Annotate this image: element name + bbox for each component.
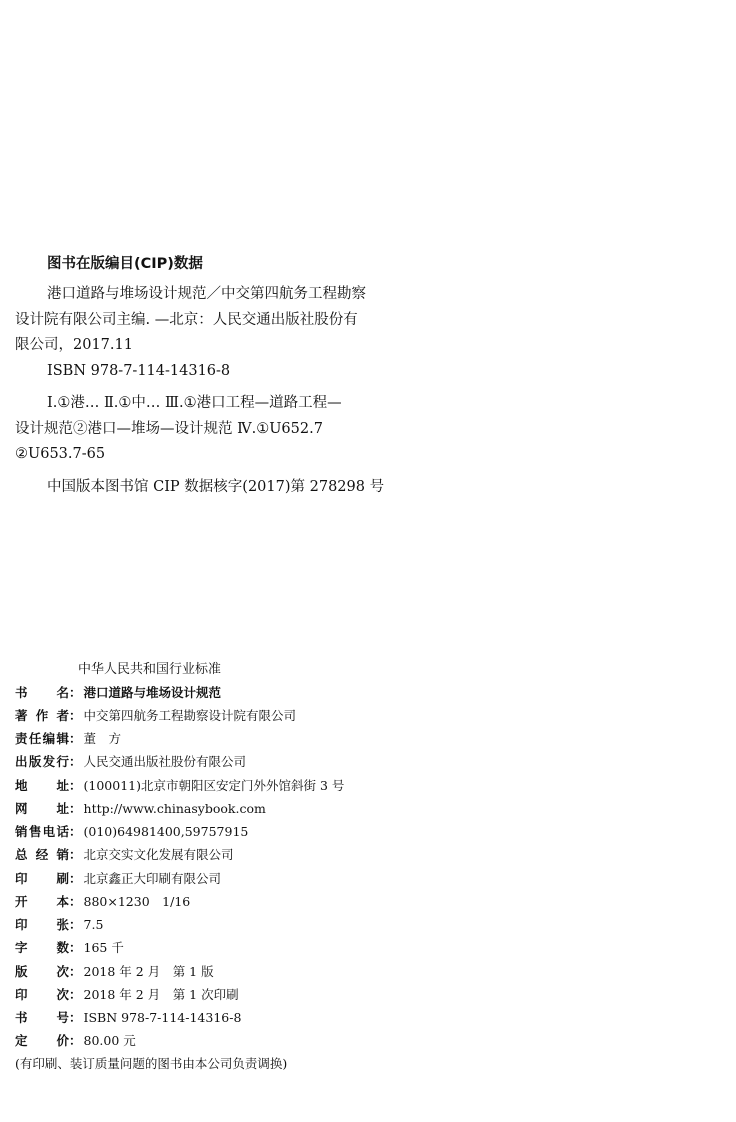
info-label: 印张 (15, 917, 69, 932)
info-row-format: 开本 ： 880×1230 1/16 (15, 894, 191, 909)
info-label: 印次 (15, 987, 69, 1002)
info-value: 2018 年 2 月 第 1 版 (83, 964, 214, 979)
info-value: 中交第四航务工程勘察设计院有限公司 (83, 708, 297, 723)
info-row-distributor: 总经销 ： 北京交实文化发展有限公司 (15, 847, 234, 862)
cip-title-line: 设计院有限公司主编. —北京：人民交通出版社股份有 (15, 312, 358, 328)
info-row-isbn: 书号 ： ISBN 978-7-114-14316-8 (15, 1009, 242, 1025)
info-value: (100011)北京市朝阳区安定门外外馆斜街 3 号 (83, 778, 345, 793)
info-value: 董 方 (83, 731, 122, 746)
cip-title-line: 港口道路与堆场设计规范／中交第四航务工程勘察 (47, 286, 366, 302)
info-label: 字数 (15, 940, 69, 955)
info-row-sheets: 印张 ： 7.5 (15, 916, 104, 932)
info-label: 书号 (15, 1010, 69, 1025)
info-row-editor: 责任编辑 ： 董 方 (15, 731, 122, 746)
info-value: 人民交通出版社股份有限公司 (83, 754, 247, 769)
info-label: 网址 (15, 801, 69, 816)
info-label: 印刷 (15, 871, 69, 886)
info-row-sales-phone: 销售电话 ： (010)64981400,59757915 (15, 823, 249, 839)
info-value: 165 千 (83, 940, 124, 955)
cip-subject-line: 设计规范②港口—堆场—设计规范 Ⅳ.①U652.7 (15, 421, 323, 437)
info-row-publisher: 出版发行 ： 人民交通出版社股份有限公司 (15, 754, 247, 769)
info-value: 80.00 元 (83, 1033, 136, 1048)
info-row-printing: 印次 ： 2018 年 2 月 第 1 次印刷 (15, 987, 239, 1002)
info-label: 责任编辑 (15, 731, 69, 746)
info-label: 销售电话 (15, 824, 69, 839)
info-row-edition: 版次 ： 2018 年 2 月 第 1 版 (15, 964, 214, 979)
info-row-author: 著作者 ： 中交第四航务工程勘察设计院有限公司 (15, 708, 297, 723)
info-label: 定价 (15, 1033, 69, 1048)
cip-isbn-line: ISBN 978-7-114-14316-8 (47, 363, 231, 379)
info-row-title: 书名 ： 港口道路与堆场设计规范 (15, 685, 222, 700)
cip-publisher-line: 限公司，2017.11 (15, 337, 133, 353)
standard-category-title: 中华人民共和国行业标准 (78, 662, 222, 677)
info-label: 书名 (15, 685, 69, 700)
info-value: http://www.chinasybook.com (83, 800, 266, 816)
quality-notice: (有印刷、装订质量问题的图书由本公司负责调换) (15, 1056, 288, 1071)
info-value: 北京交实文化发展有限公司 (83, 847, 234, 862)
info-label: 出版发行 (15, 754, 69, 769)
info-row-word-count: 字数 ： 165 千 (15, 940, 124, 955)
info-label: 总经销 (15, 847, 69, 862)
info-label: 开本 (15, 894, 69, 909)
info-value: ISBN 978-7-114-14316-8 (83, 1009, 242, 1025)
info-value: 港口道路与堆场设计规范 (83, 685, 222, 700)
info-row-printer: 印刷 ： 北京鑫正大印刷有限公司 (15, 871, 222, 886)
info-label: 地址 (15, 778, 69, 793)
info-row-price: 定价 ： 80.00 元 (15, 1033, 136, 1048)
info-label: 著作者 (15, 708, 69, 723)
cip-record-number: 中国版本图书馆 CIP 数据核字(2017)第 278298 号 (47, 479, 385, 495)
cip-subject-line: Ⅰ.①港… Ⅱ.①中… Ⅲ.①港口工程—道路工程— (47, 395, 342, 411)
info-value: (010)64981400,59757915 (83, 823, 249, 839)
info-row-website: 网址 ： http://www.chinasybook.com (15, 800, 266, 816)
cip-heading: 图书在版编目(CIP)数据 (47, 256, 203, 272)
info-value: 北京鑫正大印刷有限公司 (83, 871, 222, 886)
info-row-address: 地址 ： (100011)北京市朝阳区安定门外外馆斜街 3 号 (15, 778, 345, 793)
cip-classification-line: ②U653.7-65 (15, 446, 106, 462)
info-value: 2018 年 2 月 第 1 次印刷 (83, 987, 239, 1002)
info-value: 7.5 (83, 916, 104, 932)
info-value: 880×1230 1/16 (83, 894, 191, 909)
info-label: 版次 (15, 964, 69, 979)
